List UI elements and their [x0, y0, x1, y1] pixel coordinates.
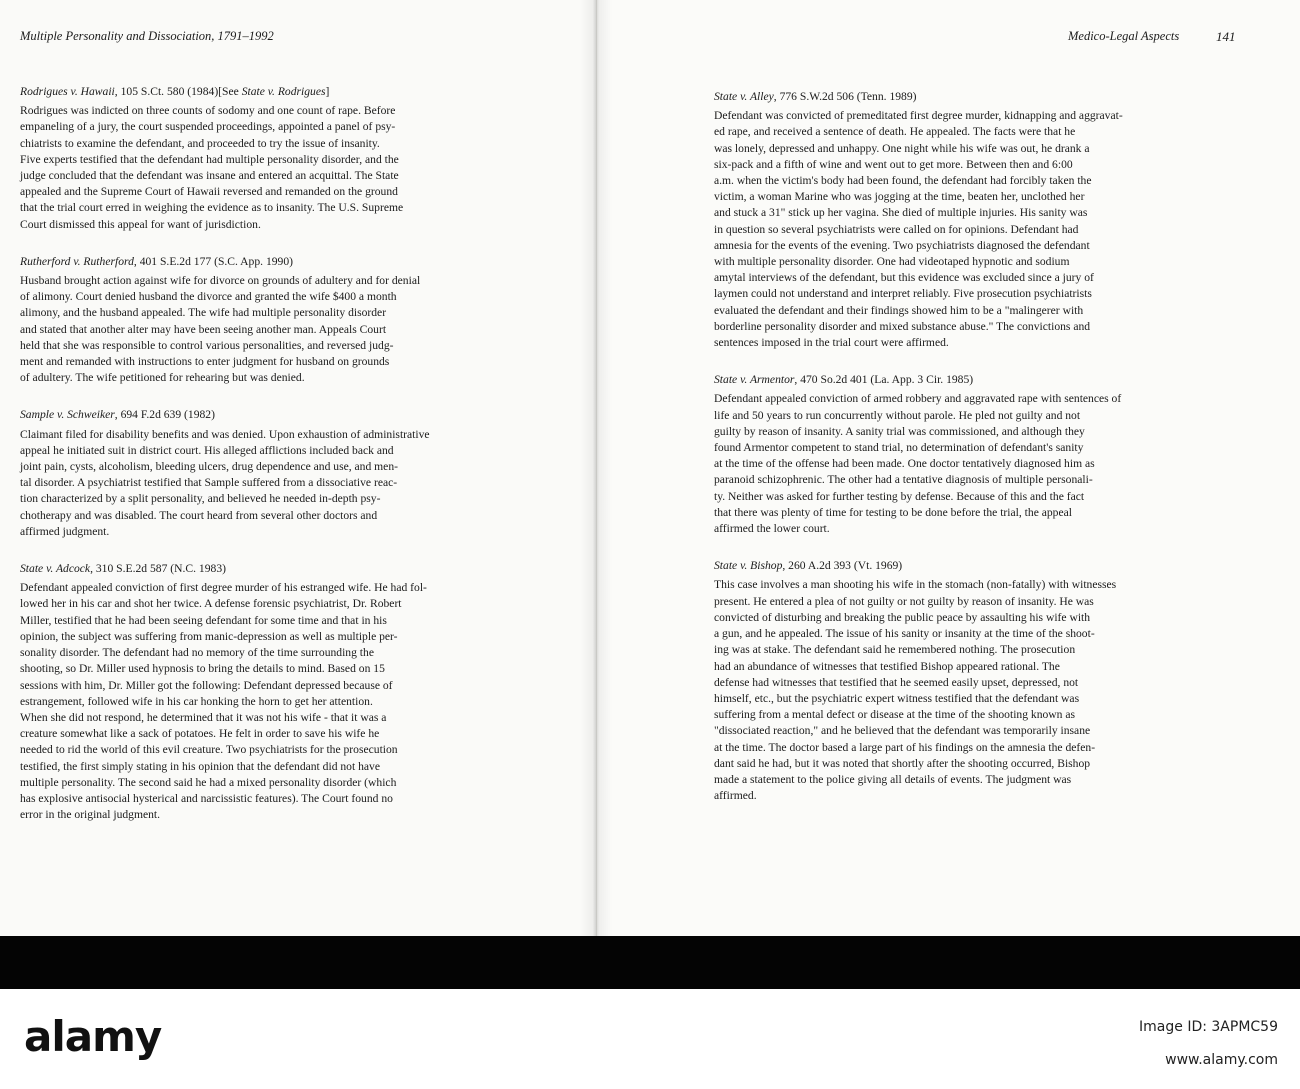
summary-line: made a statement to the police giving all details of events. The judgment was: [714, 772, 1072, 786]
summary-line: in question so several psychiatrists were called on for opinions. Defendant had: [714, 222, 1079, 236]
left-column: [20, 84, 478, 844]
summary-line: of adultery. The wife petitioned for rehearing but was denied.: [20, 371, 305, 385]
summary-line: empaneling of a jury, the court suspended proceedings, appointed a panel of psy-: [20, 120, 396, 134]
summary-line: lowed her in his car and shot her twice. A defense forensic psychiatrist, Dr. Robert: [20, 597, 402, 611]
summary-line: "dissociated reaction," and he believed that the defendant was temporarily insane: [714, 724, 1091, 738]
summary-line: Miller, testified that he had been seeing defendant for some time and that in his: [20, 613, 387, 627]
summary-line: error in the original judgment.: [20, 808, 161, 822]
case-heading: [714, 558, 1174, 574]
case-heading: [20, 84, 478, 100]
case-summary: [20, 273, 478, 386]
summary-line: himself, etc., but the psychiatric expert witness testified that the defendant was: [714, 691, 1080, 705]
alamy-logo: alamy: [24, 1012, 162, 1061]
summary-line: Rodrigues was indicted on three counts of sodomy and one count of rape. Before: [20, 104, 396, 118]
case-name: Sample v. Schweiker: [20, 408, 115, 422]
summary-line: estrangement, followed wife in his car honking the horn to get her attention.: [20, 694, 373, 708]
summary-line: six-pack and a fifth of wine and went out to get more. Between then and 6:00: [714, 157, 1073, 171]
summary-line: judge concluded that the defendant was insane and entered an acquittal. The State: [20, 169, 399, 183]
page-number: 141: [1216, 29, 1236, 44]
case-summary: [20, 103, 478, 233]
summary-line: that there was plenty of time for testing to be done before the trial, the appeal: [714, 505, 1072, 519]
summary-line: Court dismissed this appeal for want of jurisdiction.: [20, 217, 261, 231]
summary-line: affirmed judgment.: [20, 524, 110, 538]
summary-line: defense had witnesses that testified that he seemed easily upset, depressed, not: [714, 675, 1079, 689]
summary-line: affirmed.: [714, 789, 757, 803]
right-column: [714, 89, 1174, 825]
summary-line: This case involves a man shooting his wife in the stomach (non-fatally) with witnesses: [714, 578, 1117, 592]
summary-line: victim, a woman Marine who was jogging at the time, beaten her, unclothed her: [714, 190, 1085, 204]
case-heading: [20, 254, 478, 270]
summary-line: dant said he had, but it was noted that shortly after the shooting occurred, Bishop: [714, 756, 1091, 770]
summary-line: a.m. when the victim's body had been found, the defendant had forcibly taken the: [714, 174, 1092, 188]
summary-line: at the time of the offense had been made. One doctor tentatively diagnosed him as: [714, 457, 1095, 471]
case-heading: [20, 407, 478, 423]
case-entry: [20, 254, 478, 387]
summary-line: had an abundance of witnesses that testified Bishop appeared rational. The: [714, 659, 1060, 673]
summary-line: sessions with him, Dr. Miller got the following: Defendant depressed because of: [20, 678, 393, 692]
case-entry: [714, 558, 1174, 804]
case-heading: [714, 89, 1174, 105]
summary-line: was lonely, depressed and unhappy. One night while his wife was out, he drank a: [714, 141, 1090, 155]
summary-line: suffering from a mental defect or disease at the time of the shooting known as: [714, 708, 1076, 722]
case-citation: , 310 S.E.2d 587 (N.C. 1983): [90, 562, 226, 576]
see-case-name: State v. Rodrigues: [241, 85, 326, 98]
case-entry: [20, 561, 478, 823]
summary-line: at the time. The doctor based a large part of his findings on the amnesia the defen-: [714, 740, 1096, 754]
case-summary: [714, 108, 1174, 351]
case-summary: [714, 577, 1174, 804]
summary-line: chotherapy and was disabled. The court heard from several other doctors and: [20, 508, 378, 522]
case-name: Rutherford v. Rutherford: [20, 254, 134, 268]
case-citation: , 776 S.W.2d 506 (Tenn. 1989): [773, 90, 917, 103]
summary-line: When she did not respond, he determined that it was not his wife - that it was a: [20, 710, 387, 724]
case-entry: [714, 89, 1174, 351]
case-citation: , 401 S.E.2d 177 (S.C. App. 1990): [133, 254, 293, 268]
case-name: State v. Adcock: [20, 562, 91, 576]
summary-line: joint pain, cysts, alcoholism, bleeding ulcers, drug dependence and use, and men-: [20, 460, 398, 474]
summary-line: multiple personality. The second said he had a mixed personality disorder (which: [20, 775, 397, 789]
summary-line: that the trial court erred in weighing the evidence as to insanity. The U.S. Supreme: [20, 201, 404, 215]
case-citation: , 470 So.2d 401 (La. App. 3 Cir. 1985): [794, 373, 974, 387]
summary-line: ing was at stake. The defendant said he remembered nothing. The prosecution: [714, 643, 1076, 657]
case-name: State v. Alley: [714, 90, 774, 103]
summary-line: opinion, the subject was suffering from manic-depression as well as multiple per-: [20, 629, 398, 643]
scan-black-band: [0, 936, 1300, 989]
case-name: Rodrigues v. Hawaii: [20, 85, 115, 98]
summary-line: ment and remanded with instructions to enter judgment for husband on grounds: [20, 355, 390, 369]
summary-line: ed rape, and received a sentence of death. He appealed. The facts were that he: [714, 125, 1076, 139]
summary-line: ty. Neither was asked for further testing by defense. Because of this and the fact: [714, 489, 1085, 503]
left-running-head: Multiple Personality and Dissociation, 1791–1992: [20, 29, 274, 43]
summary-line: life and 50 years to run concurrently without parole. He pled not guilty and not: [714, 408, 1081, 422]
case-citation: , 694 F.2d 639 (1982): [114, 408, 215, 422]
case-citation: , 260 A.2d 393 (Vt. 1969): [782, 559, 903, 573]
summary-line: sentences imposed in the trial court were affirmed.: [714, 336, 949, 350]
summary-line: and stuck a 31" stick up her vagina. She died of multiple injuries. His sanity was: [714, 206, 1088, 220]
summary-line: Claimant filed for disability benefits and was denied. Upon exhaustion of administrative: [20, 427, 430, 441]
case-entry: [20, 407, 478, 540]
case-summary: [20, 427, 478, 540]
summary-line: appealed and the Supreme Court of Hawaii reversed and remanded on the ground: [20, 185, 398, 199]
summary-line: creature somewhat like a sack of potatoes. He felt in order to save his wife he: [20, 727, 380, 741]
case-heading: [20, 561, 478, 577]
case-entry: [20, 84, 478, 233]
summary-line: has explosive antisocial hysterical and narcissistic features). The Court found no: [20, 791, 393, 805]
summary-line: amytal interviews of the defendant, but this evidence was excluded since a jury of: [714, 271, 1094, 285]
stock-url: www.alamy.com: [1165, 1052, 1278, 1068]
summary-line: amnesia for the events of the evening. Two psychiatrists diagnosed the defendant: [714, 238, 1090, 252]
summary-line: and stated that another alter may have been seeing another man. Appeals Court: [20, 322, 387, 336]
summary-line: shooting, so Dr. Miller used hypnosis to bring the details to mind. Based on 15: [20, 662, 385, 676]
book-gutter-line: [596, 0, 597, 936]
summary-line: paranoid schizophrenic. The other had a tentative diagnosis of multiple personali-: [714, 473, 1093, 487]
summary-line: Defendant appealed conviction of armed robbery and aggravated rape with sentences of: [714, 392, 1122, 406]
case-citation-end: ]: [325, 85, 330, 98]
summary-line: affirmed the lower court.: [714, 522, 830, 536]
image-id: Image ID: 3APMC59: [1139, 1019, 1278, 1035]
summary-line: Husband brought action against wife for divorce on grounds of adultery and for denial: [20, 274, 421, 288]
summary-line: tion characterized by a split personality, and believed he needed in-depth psy-: [20, 492, 381, 506]
summary-line: evaluated the defendant and their findings showed him to be a "malingerer with: [714, 303, 1084, 317]
summary-line: testified, the first simply stating in his opinion that the defendant did not have: [20, 759, 380, 773]
summary-line: present. He entered a plea of not guilty or not guilty by reason of insanity. He was: [714, 594, 1094, 608]
summary-line: needed to rid the world of this evil creature. Two psychiatrists for the prosecution: [20, 743, 398, 757]
summary-line: guilty by reason of insanity. A sanity trial was commissioned, and although they: [714, 424, 1085, 438]
summary-line: laymen could not understand and interpret reliably. Five prosecution psychiatrists: [714, 287, 1092, 301]
summary-line: Defendant was convicted of premeditated first degree murder, kidnapping and aggravat-: [714, 109, 1123, 123]
summary-line: with multiple personality disorder. One had videotaped hypnotic and sodium: [714, 255, 1070, 269]
summary-line: held that she was responsible to control various personalities, and reversed judg-: [20, 338, 394, 352]
summary-line: alimony, and the husband appealed. The wife had multiple personality disorder: [20, 306, 387, 320]
case-name: State v. Armentor: [714, 373, 795, 387]
case-heading: [714, 372, 1174, 388]
summary-line: borderline personality disorder and mixed substance abuse." The convictions and: [714, 319, 1091, 333]
case-summary: [20, 580, 478, 823]
summary-line: chiatrists to examine the defendant, and proceeded to try the issue of insanity.: [20, 136, 380, 150]
case-summary: [714, 391, 1174, 537]
summary-line: Five experts testified that the defendant had multiple personality disorder, and the: [20, 152, 399, 166]
right-running-head: Medico-Legal Aspects: [1068, 29, 1180, 43]
summary-line: a gun, and he appealed. The issue of his sanity or insanity at the time of the shoot-: [714, 627, 1095, 641]
summary-line: appeal he initiated suit in district court. His alleged afflictions included back and: [20, 443, 394, 457]
summary-line: found Armentor competent to stand trial, no determination of defendant's sanity: [714, 441, 1084, 455]
summary-line: Defendant appealed conviction of first degree murder of his estranged wife. He had fol-: [20, 581, 427, 595]
summary-line: convicted of disturbing and breaking the public peace by assaulting his wife with: [714, 610, 1091, 624]
summary-line: of alimony. Court denied husband the divorce and granted the wife $400 a month: [20, 290, 397, 304]
case-entry: [714, 372, 1174, 537]
watermark-footer: [0, 989, 1300, 1089]
case-name: State v. Bishop: [714, 559, 783, 573]
summary-line: sonality disorder. The defendant had no memory of the time surrounding the: [20, 646, 374, 660]
case-citation: , 105 S.Ct. 580 (1984)[See: [114, 85, 242, 98]
summary-line: tal disorder. A psychiatrist testified that Sample suffered from a dissociative reac-: [20, 476, 398, 490]
